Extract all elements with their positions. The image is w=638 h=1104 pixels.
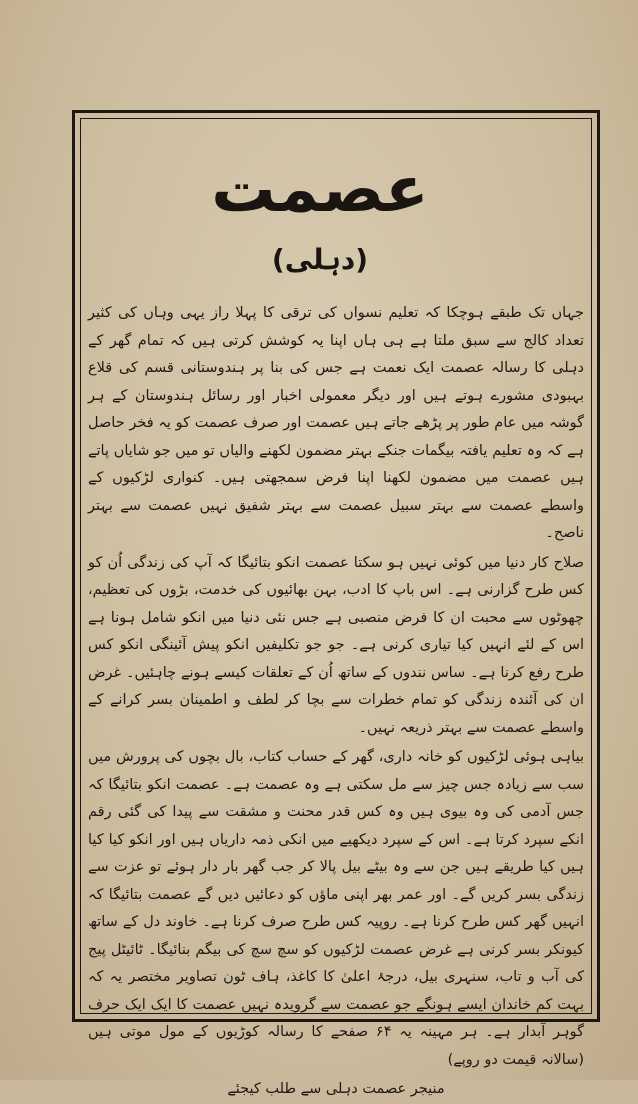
advertisement-body bbox=[88, 300, 585, 1097]
page-title: عصمت bbox=[211, 153, 429, 227]
paragraph-2: صلاح کار دنیا میں کوئی نہیں ہو سکتا عصمت انکو بتائیگا کہ آپ کی زندگی اُن کو کس طرح گزارنی ہے۔ اس باپ کا ادب، بہن بھائیوں کی خدمت، بڑوں کی تعظیم، چھوٹوں سے محبت ان کا فرض منصبی ہے جس نئی دنیا میں انکو شامل ہونا ہے اس کے لئے انہیں کیا تیاری کرنی ہے۔ جو جو تکلیفیں انکو پیش آئینگی انکو کس طرح رفع کرنا ہے۔ ساس نندوں کے ساتھ اُن کے تعلقات کیسے ہونے چاہئیں۔ غرض ان کی آئندہ زندگی کو تمام خطرات سے بچا کر لطف و اطمینان بسر کرانے کے واسطے عصمت سے بہتر ذریعہ نہیں۔ bbox=[88, 554, 584, 736]
paragraph-3: بیاہی ہوئی لڑکیوں کو خانہ داری، گھر کے حساب کتاب، بال بچوں کی پرورش میں سب سے زیادہ جس چیز سے مل سکتی ہے وہ عصمت ہے۔ عصمت انکو بتائیگا کہ جس آدمی کی وہ بیوی ہیں وہ کس قدر محنت و مشقت سے پیدا کی گئی رقم انکے سپرد کرتا ہے۔ اس کے سپرد دیکھیے میں انکی ذمہ داریاں ہیں اور انکو کیا کیا ہیں کیا طریقے ہیں جن سے وہ بیٹے بیل پالا کر جب گھر بار دار ہوئے تو عزت سے زندگی بسر کریں گے۔ اور عمر بھر اپنی ماؤں کو دعائیں دیں گے عصمت بتائیگا کہ انہیں گھر کس طرح کرنا ہے۔ روپیہ کس طرح صرف کرنا ہے۔ خاوند دل کے ساتھ کیونکر بسر کرنی ہے غرض عصمت لڑکیوں کو سچ سچ کی بیگم بنائیگا۔ ٹائیٹل پیج کی آب و تاب، سنہری بیل، درجۂ اعلیٰ کا کاغذ، ہاف ٹون تصاویر مختصر یہ کہ بہت کم خاندان ایسے ہونگے جو عصمت سے گرویدہ نہیں عصمت کا ایک ایک حرف گوہر آبدار ہے۔ ہر مہینہ یہ ۶۴ صفحے کا رسالہ کوڑیوں کے مول موتی ہیں (سالانہ قیمت دو روپے) bbox=[88, 749, 585, 1068]
page-subtitle: (دہلی) bbox=[271, 243, 369, 276]
paragraph-1: جہاں تک طبقے ہوچکا کہ تعلیم نسواں کی ترقی کا پہلا راز یہی وہاں کی کثیر تعداد کالج سے سبق ملتا ہے ہی ہاں اپنا یہ کوشش کرتی ہیں کہ تمام گھر کے دہلی کا رسالہ عصمت ایک نعمت ہے جس کی بنا پر ہندوستانی قسم کی قلاع بہبودی مشورے ہوتے ہیں اور دیگر معمولی اخبار اور رسائل ہندوستان کے ہر گوشہ میں عام طور پر پڑھے جاتے ہیں عصمت اور صرف عصمت کو یہ فخر حاصل ہے کہ وہ تعلیم یافتہ بیگمات جنکے بہتر مضمون لکھنے والیاں تو میں جو شایاں پاتے ہیں عصمت میں مضمون لکھنا اپنا فرض سمجھتی ہیں۔ کنواری لڑکیوں کے واسطے عصمت سے بہتر سبیل عصمت سے بہتر شفیق نہیں عصمت سے بہتر ناصح۔ bbox=[88, 305, 584, 541]
manager-line: منیجر عصمت دہلی سے طلب کیجئے bbox=[227, 1081, 445, 1097]
